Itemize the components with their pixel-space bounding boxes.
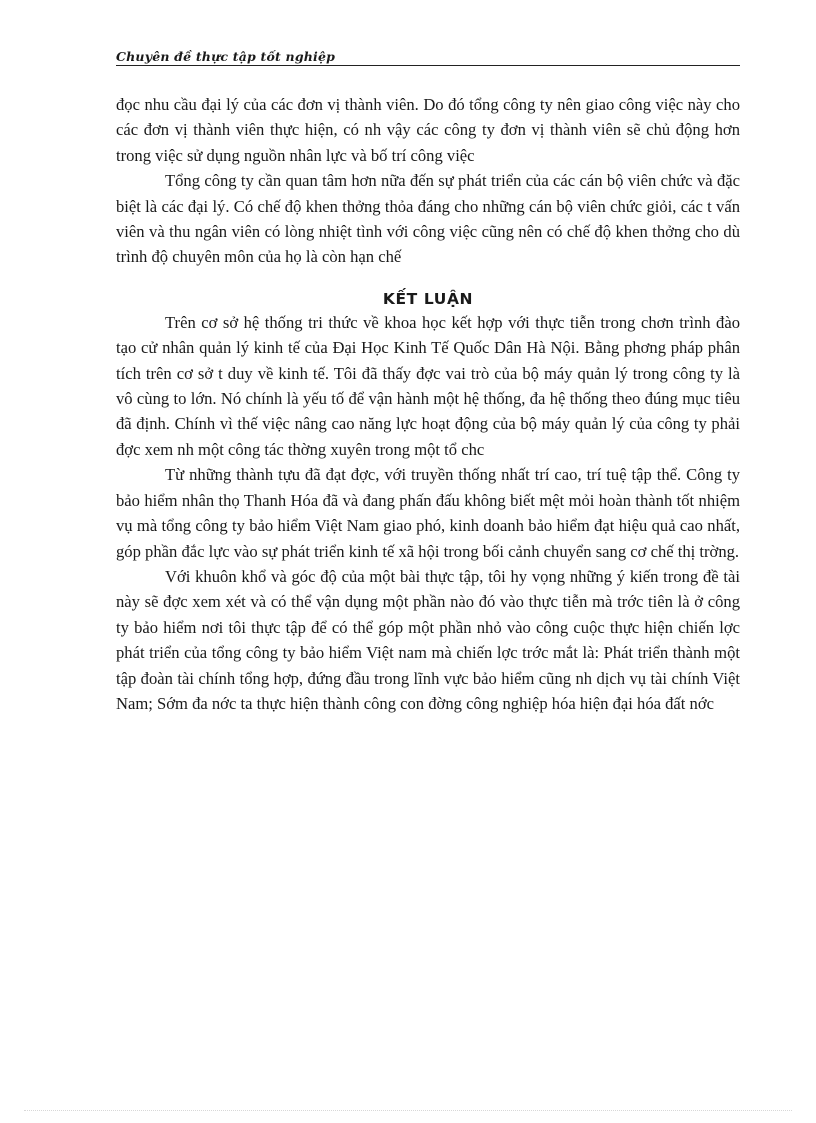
running-header: Chuyên đề thực tập tốt nghiệp (116, 50, 740, 66)
paragraph-conclusion-2: Từ những thành tựu đã đạt đợc, với truyền thống nhất trí cao, trí tuệ tập thể. Công ty bảo hiểm nhân thọ Thanh Hóa đã và đang phấn đấu không biết mệt mỏi hoàn thành tốt nhiệm vụ mà tổng công ty bảo hiểm Việt Nam giao phó, kinh doanh bảo hiểm đạt hiệu quả cao nhất, góp phần đắc lực vào sự phát triển kinh tế xã hội trong bối cảnh chuyển sang cơ chế thị trờng. (116, 465, 740, 561)
paragraph-continuation: đọc nhu cầu đại lý của các đơn vị thành viên. Do đó tổng công ty nên giao công việc này cho các đơn vị thành viên thực hiện, có nh vậy các công ty đơn vị thành viên sẽ chủ động hơn trong việc sử dụng nguồn nhân lực và bố trí công việc (116, 95, 740, 165)
page-bottom-divider (24, 1110, 792, 1111)
conclusion-heading: KẾT LUẬN (382, 289, 474, 308)
paragraph-conclusion-3: Với khuôn khổ và góc độ của một bài thực tập, tôi hy vọng những ý kiến trong đề tài này sẽ đợc xem xét và có thể vận dụng một phần nào đó vào thực tiễn mà trớc tiên là ở công ty bảo hiểm nơi tôi thực tập để có thể góp một phần nhỏ vào công cuộc thực hiện chiến lợc phát triển của tổng công ty bảo hiểm Việt nam mà chiến lợc trớc mắt là: Phát triển thành một tập đoàn tài chính tổng hợp, đứng đầu trong lĩnh vực bảo hiểm cũng nh dịch vụ tài chính Việt Nam; Sớm đa nớc ta thực hiện thành công con đờng công nghiệp hóa hiện đại hóa đất nớc (116, 566, 740, 713)
paragraph-recommendation: Tổng công ty cần quan tâm hơn nữa đến sự phát triển của các cán bộ viên chức và đặc biệt là các đại lý. Có chế độ khen thởng thỏa đáng cho những cán bộ viên chức giỏi, các t vấn viên và thu ngân viên có lòng nhiệt tình với công việc cũng nên có chế độ khen thởng cho dù trình độ chuyên môn của họ là còn hạn chế (116, 171, 740, 267)
body-text (116, 92, 740, 716)
paragraph-conclusion-1: Trên cơ sở hệ thống tri thức về khoa học kết hợp với thực tiễn trong chơn trình đào tạo cử nhân quản lý kinh tế của Đại Học Kinh Tế Quốc Dân Hà Nội. Bằng phơng pháp phân tích trên cơ sở t duy về kinh tế. Tôi đã thấy đợc vai trò của bộ máy quản lý trong công ty là vô cùng to lớn. Nó chính là yếu tố để vận hành một hệ thống, đa hệ thống theo đúng mục tiêu đã định. Chính vì thế việc nâng cao năng lực hoạt động của bộ máy quản lý của công ty phải đợc xem nh một công tác thờng xuyên trong một tổ chc (116, 312, 740, 459)
